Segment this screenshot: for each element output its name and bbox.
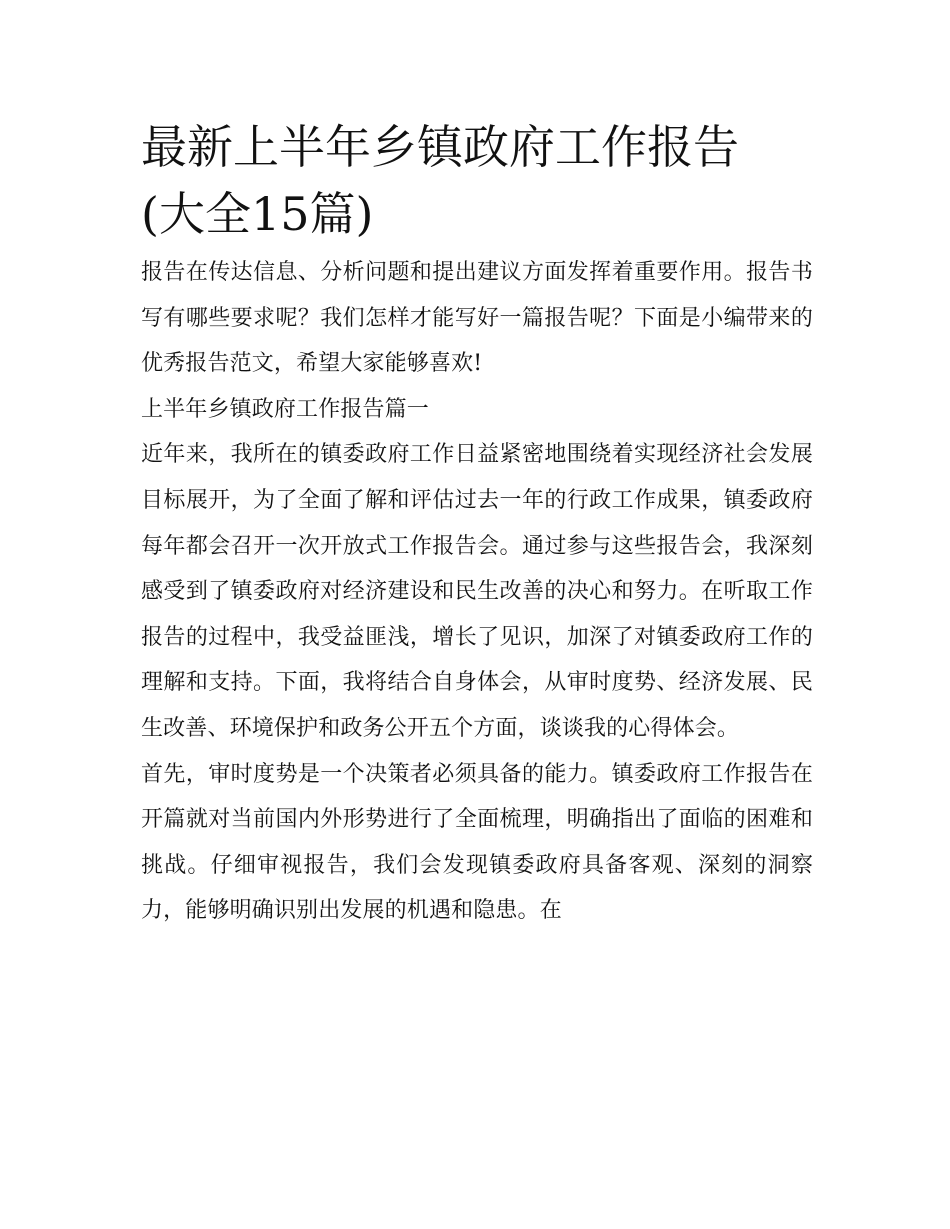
section-heading: 上半年乡镇政府工作报告篇一 — [141, 396, 429, 422]
intro-paragraph: 报告在传达信息、分析问题和提出建议方面发挥着重要作用。报告书写有哪些要求呢？我们怎样才能写好一篇报告呢？下面是小编带来的优秀报告范文，希望大家能够喜欢! — [141, 260, 813, 377]
title-line-1: 最新上半年乡镇政府工作报告 — [141, 120, 739, 174]
title-line-2: (大全15篇) — [141, 187, 374, 241]
body-paragraph-2: 首先，审时度势是一个决策者必须具备的能力。镇委政府工作报告在开篇就对当前国内外形势进行了全面梳理，明确指出了面临的困难和挑战。仔细审视报告，我们会发现镇委政府具备客观、深刻的洞察力，能够明确识别出发展的机遇和隐患。在 — [141, 761, 813, 924]
body-paragraph-1: 近年来，我所在的镇委政府工作日益紧密地围绕着实现经济社会发展目标展开，为了全面了解和评估过去一年的行政工作成果，镇委政府每年都会召开一次开放式工作报告会。通过参与这些报告会，我深刻感受到了镇委政府对经济建设和民生改善的决心和努力。在听取工作报告的过程中，我受益匪浅，增长了见识，加深了对镇委政府工作的理解和支持。下面，我将结合自身体会，从审时度势、经济发展、民生改善、环境保护和政务公开五个方面，谈谈我的心得体会。 — [141, 442, 813, 741]
document-content — [141, 114, 813, 934]
document-title — [141, 114, 813, 248]
